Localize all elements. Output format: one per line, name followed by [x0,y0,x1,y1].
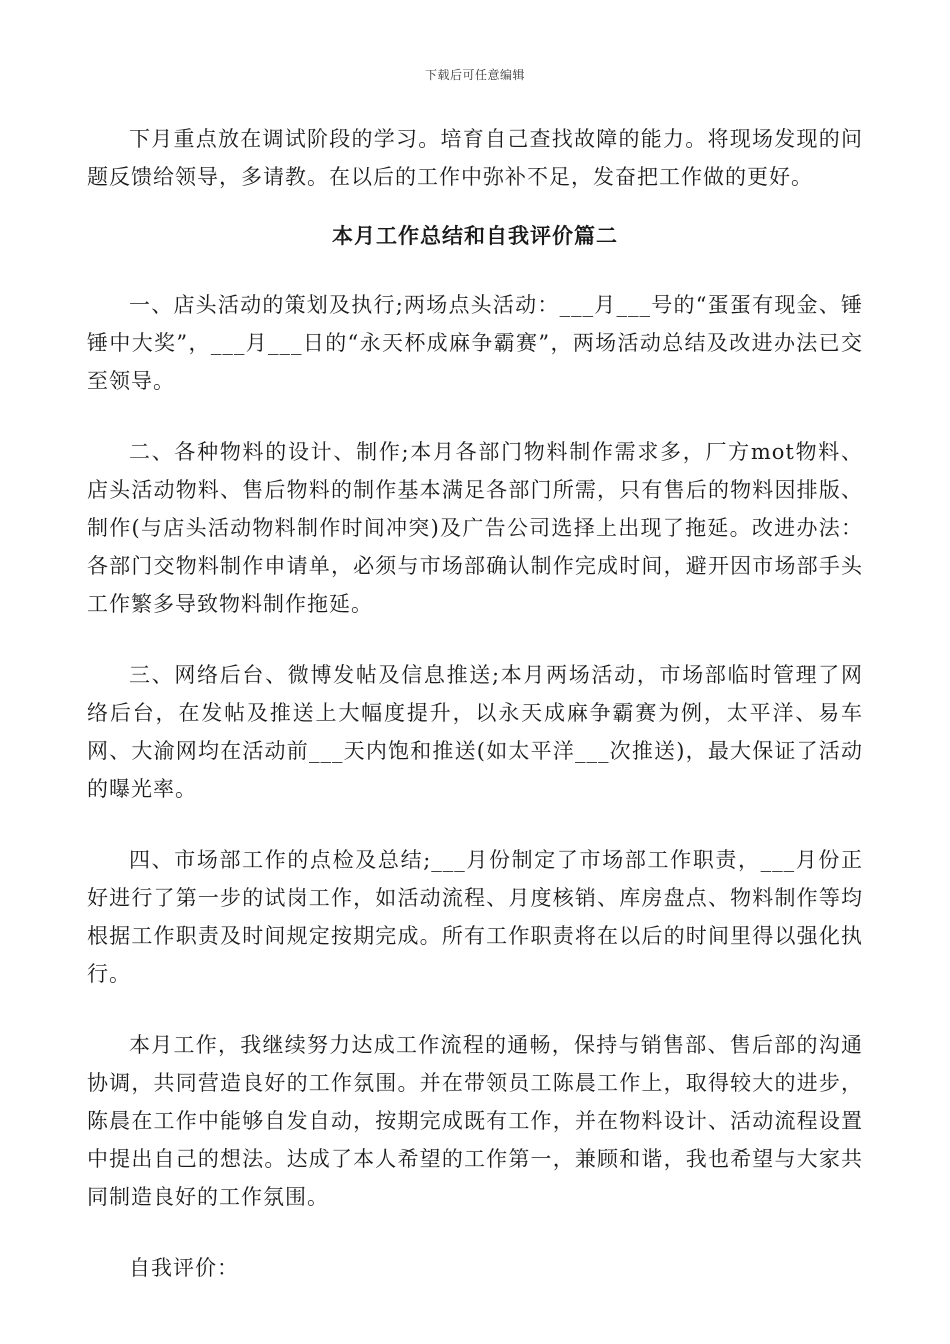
paragraph-materials: 二、各种物料的设计、制作;本月各部门物料制作需求多，厂方mot物料、店头活动物料、售后物料的制作基本满足各部门所需，只有售后的物料因排版、制作(与店头活动物料制作时间冲突)及广告公司选择上出现了拖延。改进办法：各部门交物料制作申请单，必须与市场部确认制作完成时间，避开因市场部手头工作繁多导致物料制作拖延。 [87,440,863,616]
paragraph-online: 三、网络后台、微博发帖及信息推送;本月两场活动，市场部临时管理了网络后台，在发帖及推送上大幅度提升，以永天成麻争霸赛为例，太平洋、易车网、大渝网均在活动前___天内饱和推送(如太平洋___次推送)，最大保证了活动的曝光率。 [87,663,863,801]
paragraph-activities: 一、店头活动的策划及执行;两场点头活动：___月___号的“蛋蛋有现金、锤锤中大奖”，___月___日的“永天杯成麻争霸赛”，两场活动总结及改进办法已交至领导。 [87,293,863,393]
closing-label: 自我评价： [129,1256,239,1280]
header-note: 下载后可任意编辑 [424,68,525,82]
paragraph-inspection: 四、市场部工作的点检及总结;___月份制定了市场部工作职责，___月份正好进行了第一步的试岗工作，如活动流程、月度核销、库房盘点、物料制作等均根据工作职责及时间规定按期完成。所有工作职责将在以后的时间里得以强化执行。 [87,848,863,986]
document-body [87,120,863,1320]
section-title: 本月工作总结和自我评价篇二 [332,223,618,248]
intro-paragraph: 下月重点放在调试阶段的学习。培育自己查找故障的能力。将现场发现的问题反馈给领导，多请教。在以后的工作中弥补不足，发奋把工作做的更好。 [87,127,863,189]
paragraph-summary: 本月工作，我继续努力达成工作流程的通畅，保持与销售部、售后部的沟通协调，共同营造良好的工作氛围。并在带领员工陈晨工作上，取得较大的进步，陈晨在工作中能够自发自动，按期完成既有工作，并在物料设计、活动流程设置中提出自己的想法。达成了本人希望的工作第一，兼顾和谐，我也希望与大家共同制造良好的工作氛围。 [87,1033,863,1209]
